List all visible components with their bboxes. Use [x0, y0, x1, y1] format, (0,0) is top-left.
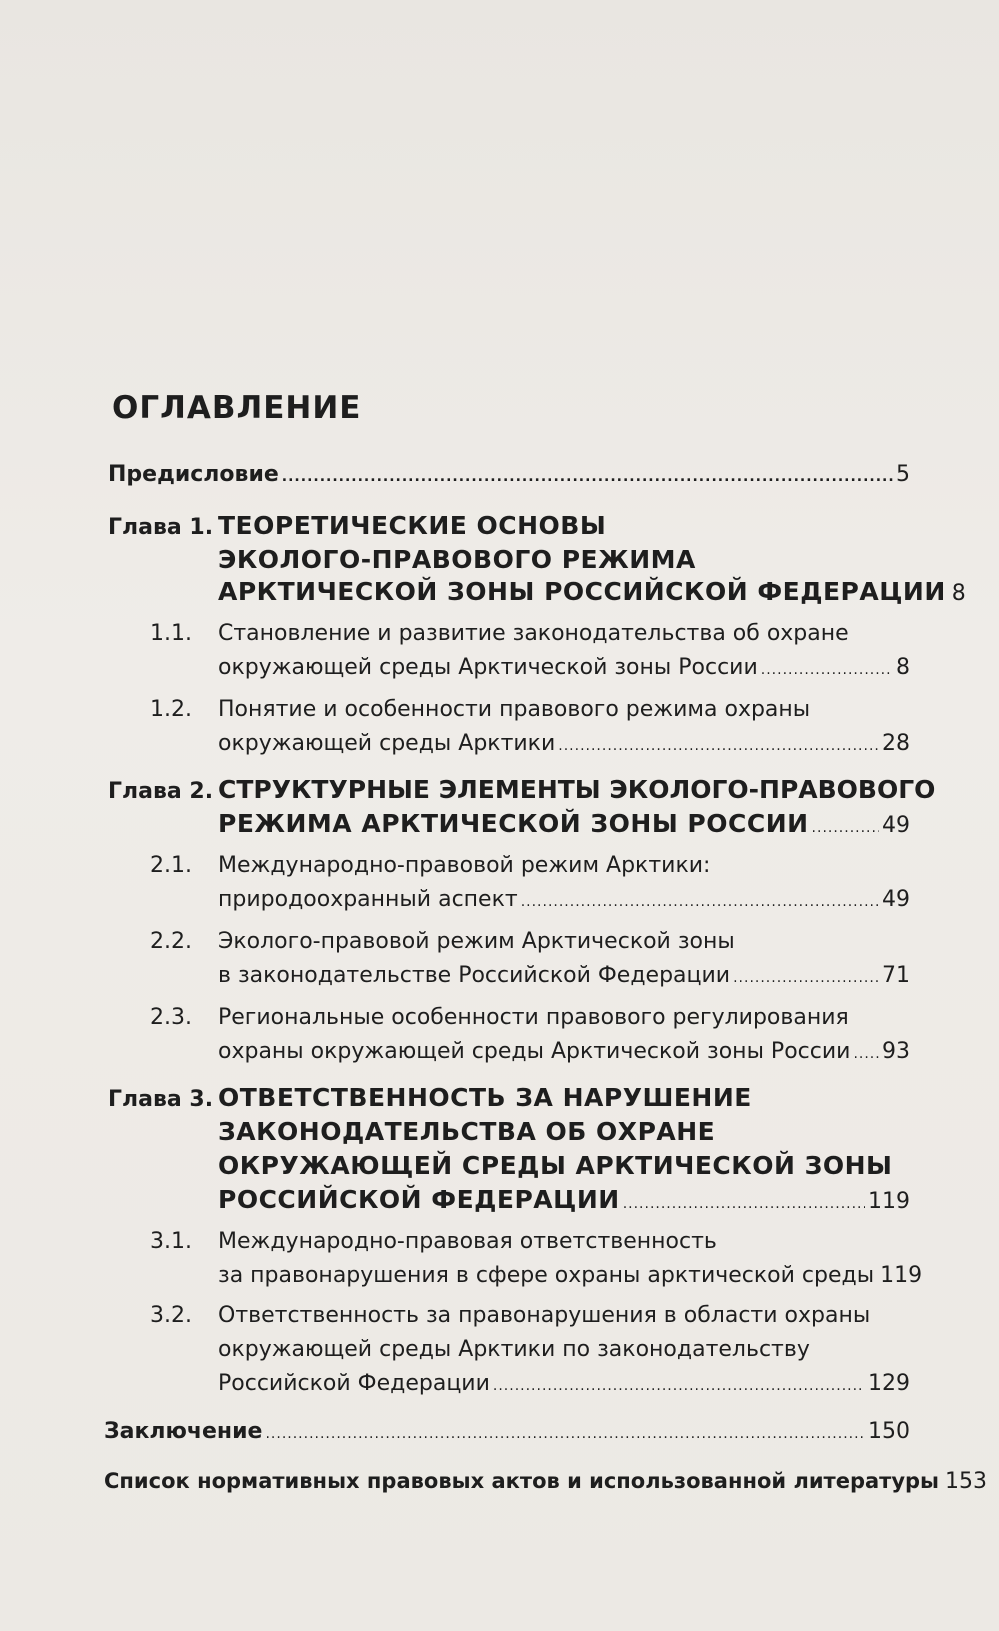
- show-through-text: [110, 150, 940, 370]
- toc-entry-conclusion[interactable]: [104, 1419, 910, 1444]
- section-title-line[interactable]: Региональные особенности правового регулирования: [218, 1005, 849, 1030]
- section-title-line[interactable]: Эколого-правовой режим Арктической зоны: [218, 929, 735, 954]
- chapter-title-line[interactable]: СТРУКТУРНЫЕ ЭЛЕМЕНТЫ ЭКОЛОГО-ПРАВОВОГО: [218, 775, 936, 804]
- leader-dots: [761, 662, 893, 678]
- chapter-title-line: РЕЖИМА АРКТИЧЕСКОЙ ЗОНЫ РОССИИ: [218, 809, 809, 838]
- section-number: 2.2.: [150, 929, 192, 954]
- page-number: 71: [882, 963, 910, 988]
- section-number: 2.1.: [150, 853, 192, 878]
- page-number: 119: [880, 1263, 923, 1288]
- section-title-line[interactable]: Международно-правовой режим Арктики:: [218, 853, 711, 878]
- section-title-line[interactable]: Международно-правовая ответственность: [218, 1229, 717, 1254]
- page-number: 5: [896, 462, 910, 487]
- leader-dots: [493, 1378, 865, 1394]
- section-title-line: окружающей среды Арктики: [218, 731, 556, 756]
- toc-entry-section-2-3[interactable]: [218, 1039, 910, 1064]
- leader-dots: [733, 970, 879, 986]
- chapter-title-line[interactable]: ЗАКОНОДАТЕЛЬСТВА ОБ ОХРАНЕ: [218, 1117, 716, 1146]
- page-number: 49: [882, 813, 910, 838]
- toc-entry-chapter-1[interactable]: [218, 577, 966, 606]
- chapter-title-line[interactable]: ЭКОЛОГО-ПРАВОВОГО РЕЖИМА: [218, 545, 696, 574]
- leader-dots: [558, 738, 879, 754]
- toc-entry-bibliography[interactable]: [104, 1469, 988, 1494]
- page-number: 93: [882, 1039, 910, 1064]
- section-number: 3.2.: [150, 1303, 192, 1328]
- section-title-line: в законодательстве Российской Федерации: [218, 963, 731, 988]
- section-number: 3.1.: [150, 1229, 192, 1254]
- toc-entry-section-3-1[interactable]: [218, 1263, 923, 1288]
- page-number: 119: [868, 1189, 910, 1214]
- leader-dots: [282, 469, 893, 485]
- section-title-line: охраны окружающей среды Арктической зоны России: [218, 1039, 851, 1064]
- section-number: 1.2.: [150, 697, 192, 722]
- section-title-line: природоохранный аспект: [218, 887, 518, 912]
- section-number: 1.1.: [150, 621, 192, 646]
- toc-entry-chapter-2[interactable]: [218, 809, 910, 838]
- leader-dots: [812, 820, 879, 836]
- section-title-line[interactable]: Ответственность за правонарушения в области охраны: [218, 1303, 871, 1328]
- leader-dots: [265, 1426, 865, 1442]
- chapter-title-line[interactable]: ОКРУЖАЮЩЕЙ СРЕДЫ АРКТИЧЕСКОЙ ЗОНЫ: [218, 1151, 893, 1180]
- toc-entry-section-2-2[interactable]: [218, 963, 910, 988]
- toc-title: ОГЛАВЛЕНИЕ: [112, 390, 362, 426]
- chapter-title-line: АРКТИЧЕСКОЙ ЗОНЫ РОССИЙСКОЙ ФЕДЕРАЦИИ: [218, 577, 946, 606]
- section-title-line: за правонарушения в сфере охраны арктической среды: [218, 1263, 875, 1288]
- toc-entry-section-1-2[interactable]: [218, 731, 910, 756]
- leader-dots: [623, 1196, 865, 1212]
- toc-entry-chapter-3[interactable]: [218, 1185, 910, 1214]
- page-number: 49: [882, 887, 910, 912]
- section-title-line[interactable]: окружающей среды Арктики по законодательству: [218, 1337, 810, 1362]
- chapter-label: Глава 2.: [108, 779, 214, 804]
- section-title-line[interactable]: Понятие и особенности правового режима охраны: [218, 697, 811, 722]
- toc-entry-preface[interactable]: [108, 462, 910, 487]
- toc-entry-section-2-1[interactable]: [218, 887, 910, 912]
- page-number: 150: [868, 1419, 910, 1444]
- chapter-label: Глава 1.: [108, 515, 214, 540]
- section-title-line[interactable]: Становление и развитие законодательства об охране: [218, 621, 849, 646]
- page-number: 8: [951, 581, 966, 606]
- leader-dots: [853, 1046, 879, 1062]
- toc-entry-section-1-1[interactable]: [218, 655, 910, 680]
- entry-label: Предисловие: [108, 462, 279, 487]
- toc-entry-section-3-2[interactable]: [218, 1371, 910, 1396]
- section-title-line: окружающей среды Арктической зоны России: [218, 655, 758, 680]
- page-number: 28: [882, 731, 910, 756]
- chapter-label: Глава 3.: [108, 1087, 214, 1112]
- chapter-title-line: РОССИЙСКОЙ ФЕДЕРАЦИИ: [218, 1185, 620, 1214]
- page-number: 153: [945, 1469, 988, 1494]
- entry-label: Список нормативных правовых актов и использованной литературы: [104, 1469, 940, 1493]
- page-number: 129: [868, 1371, 910, 1396]
- section-title-line: Российской Федерации: [218, 1371, 490, 1396]
- chapter-title-line[interactable]: ТЕОРЕТИЧЕСКИЕ ОСНОВЫ: [218, 511, 607, 540]
- chapter-title-line[interactable]: ОТВЕТСТВЕННОСТЬ ЗА НАРУШЕНИЕ: [218, 1083, 752, 1112]
- leader-dots: [521, 894, 879, 910]
- page-number: 8: [896, 655, 910, 680]
- section-number: 2.3.: [150, 1005, 192, 1030]
- entry-label: Заключение: [104, 1419, 263, 1444]
